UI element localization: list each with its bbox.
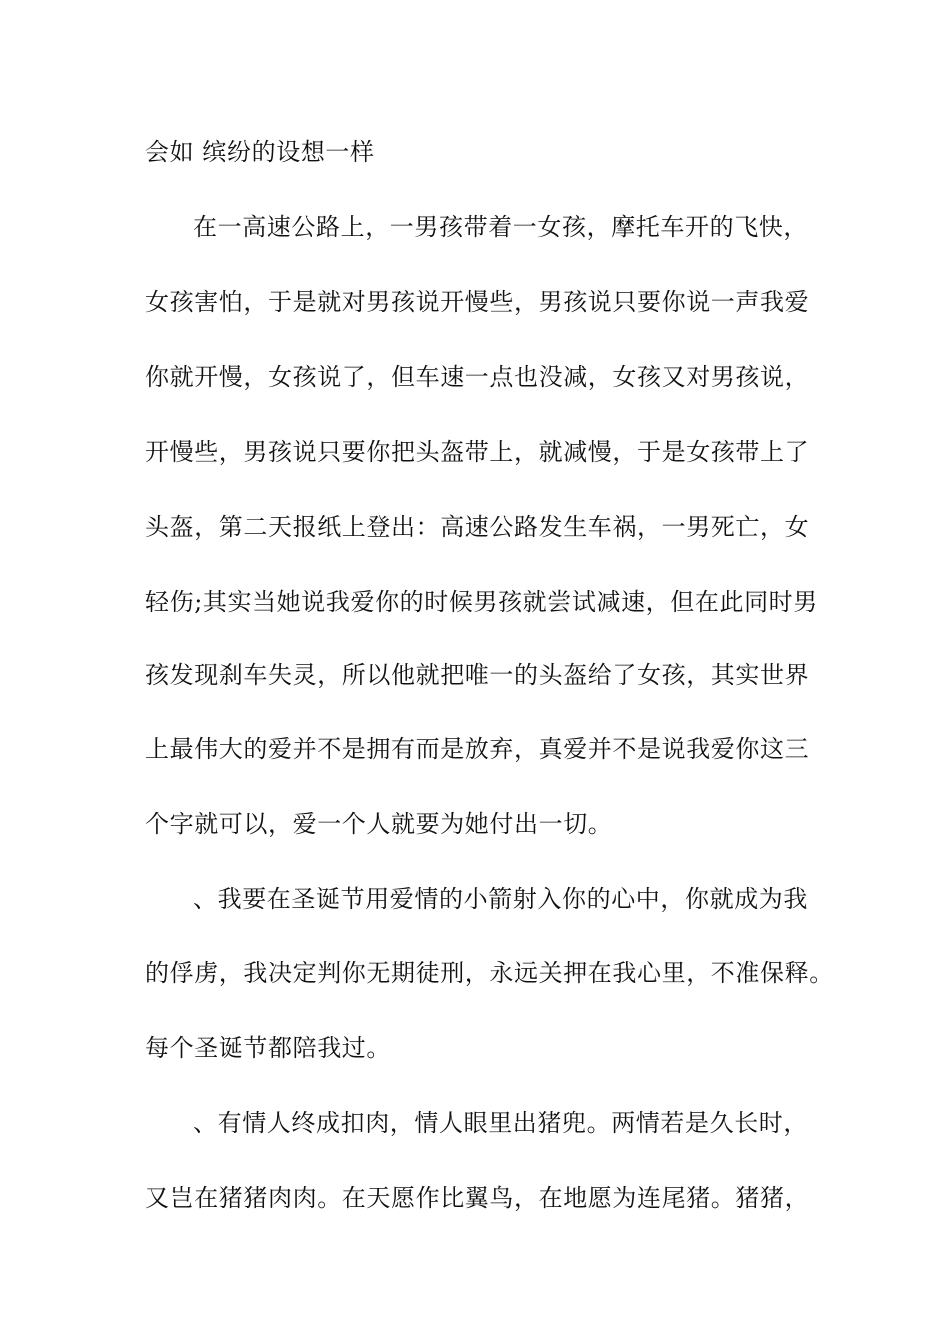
text-line: 轻伤;其实当她说我爱你的时候男孩就尝试减速，但在此同时男 xyxy=(145,588,818,616)
text-line: 头盔，第二天报纸上登出：高速公路发生车祸，一男死亡，女 xyxy=(145,513,810,541)
text-line: 上最伟大的爱并不是拥有而是放弃，真爱并不是说我爱你这三 xyxy=(145,735,810,763)
paragraph-first-line: 在一高速公路上，一男孩带着一女孩，摩托车开的飞快， xyxy=(193,213,808,241)
text-line: 你就开慢，女孩说了，但车速一点也没减，女孩又对男孩说， xyxy=(145,363,810,391)
paragraph-first-line: 、有情人终成扣肉，情人眼里出猪兜。两情若是久长时， xyxy=(193,1109,808,1137)
text-line: 又岂在猪猪肉肉。在天愿作比翼鸟，在地愿为连尾猪。猪猪， xyxy=(145,1184,810,1212)
paragraph-first-line: 、我要在圣诞节用爱情的小箭射入你的心中，你就成为我 xyxy=(193,885,808,913)
text-line: 每个圣诞节都陪我过。 xyxy=(145,1034,391,1062)
text-line: 会如 缤纷的设想一样 xyxy=(145,138,375,166)
text-line: 孩发现刹车失灵，所以他就把唯一的头盔给了女孩，其实世界 xyxy=(145,661,810,689)
text-line: 个字就可以，爱一个人就要为她付出一切。 xyxy=(145,810,613,838)
text-line: 的俘虏，我决定判你无期徒刑，永远关押在我心里，不准保释。 xyxy=(145,959,834,987)
text-line: 开慢些，男孩说只要你把头盔带上，就减慢，于是女孩带上了 xyxy=(145,438,810,466)
text-line: 女孩害怕，于是就对男孩说开慢些，男孩说只要你说一声我爱 xyxy=(145,288,810,316)
